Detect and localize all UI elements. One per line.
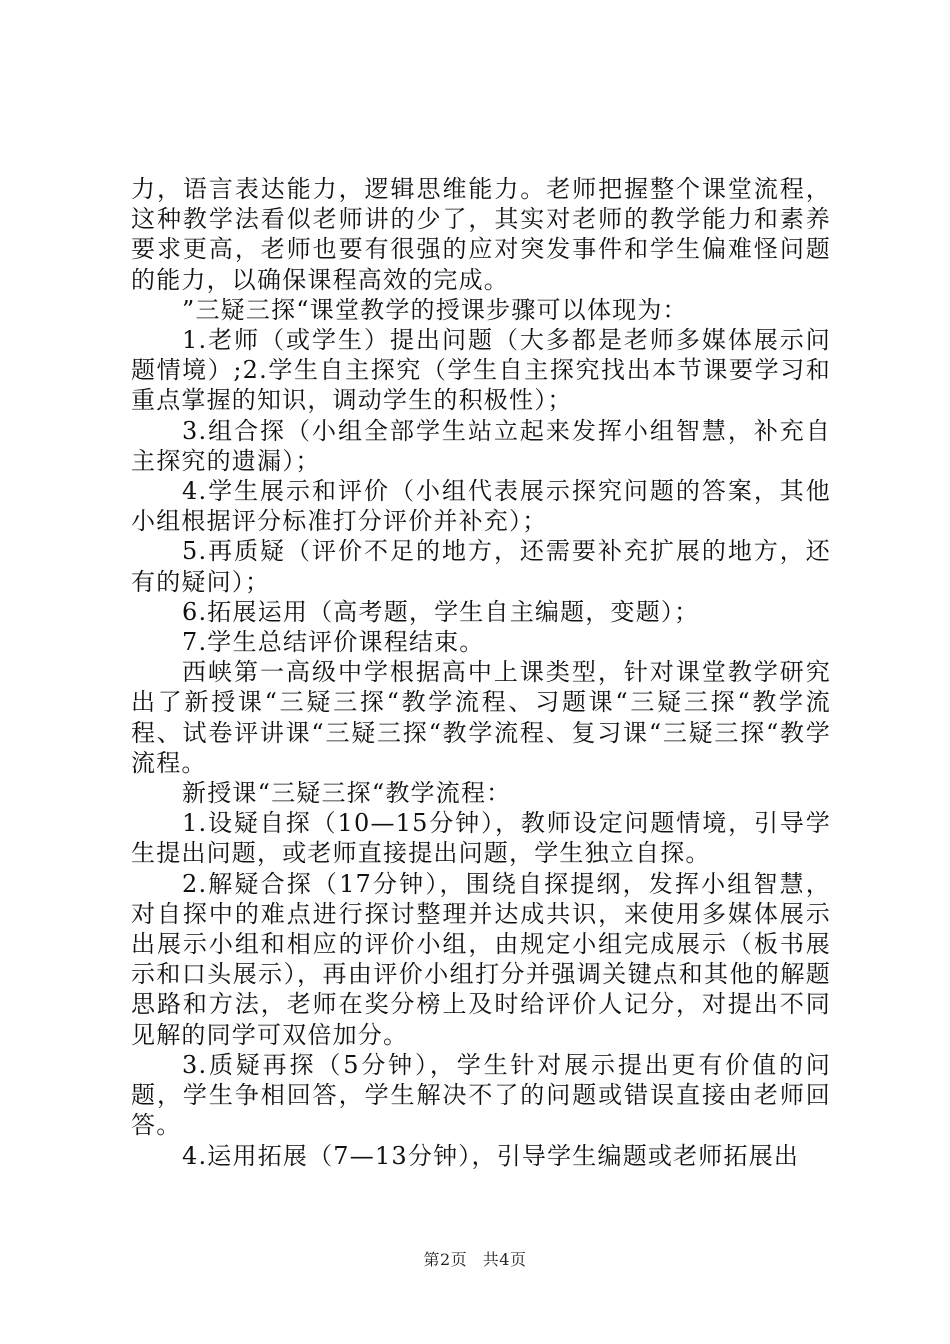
paragraph: 7.学生总结评价课程结束。: [182, 628, 485, 657]
page-footer: [0, 1247, 950, 1270]
paragraph: 3.质疑再探（5分钟），学生针对展示提出更有价值的问题，学生争相回答，学生解决不了的问题或错误直接由老师回答。: [131, 1050, 831, 1140]
paragraph: 4.学生展示和评价（小组代表展示探究问题的答案，其他小组根据评分标准打分评价并补充）；: [131, 477, 831, 536]
page-total: 共4页: [482, 1250, 527, 1269]
paragraph: 1.设疑自探（10—15分钟），教师设定问题情境，引导学生提出问题，或老师直接提出问题，学生独立自探。: [131, 809, 831, 868]
document-body: [131, 174, 831, 1171]
paragraph: 4.运用拓展（7—13分钟），引导学生编题或老师拓展出: [182, 1141, 800, 1170]
paragraph: 5.再质疑（评价不足的地方，还需要补充扩展的地方，还有的疑问）；: [131, 537, 831, 596]
paragraph: 6.拓展运用（高考题，学生自主编题，变题）；: [182, 597, 700, 626]
paragraph: 力，语言表达能力，逻辑思维能力。老师把握整个课堂流程，这种教学法看似老师讲的少了，其实对老师的教学能力和素养要求更高，老师也要有很强的应对突发事件和学生偏难怪问题的能力，以确保课程高效的完成。: [131, 175, 831, 294]
paragraph: 2.解疑合探（17分钟），围绕自探提纲，发挥小组智慧，对自探中的难点进行探讨整理并达成共识，来使用多媒体展示出展示小组和相应的评价小组，由规定小组完成展示（板书展示和口头展示），再由评价小组打分并强调关键点和其他的解题思路和方法，老师在奖分榜上及时给评价人记分，对提出不同见解的同学可双倍加分。: [131, 869, 831, 1049]
paragraph: 西峡第一高级中学根据高中上课类型，针对课堂教学研究出了新授课“三疑三探“教学流程、习题课“三疑三探“教学流程、试卷评讲课“三疑三探“教学流程、复习课“三疑三探“教学流程。: [131, 658, 831, 777]
paragraph: 1.老师（或学生）提出问题（大多都是老师多媒体展示问题情境）;2.学生自主探究（学生自主探究找出本节课要学习和重点掌握的知识，调动学生的积极性）；: [131, 326, 831, 415]
paragraph: 3.组合探（小组全部学生站立起来发挥小组智慧，补充自主探究的遗漏）；: [131, 416, 831, 475]
paragraph: ”三疑三探“课堂教学的授课步骤可以体现为：: [182, 295, 688, 324]
page-number: 第2页: [423, 1250, 468, 1269]
paragraph: 新授课“三疑三探“教学流程：: [182, 779, 512, 808]
